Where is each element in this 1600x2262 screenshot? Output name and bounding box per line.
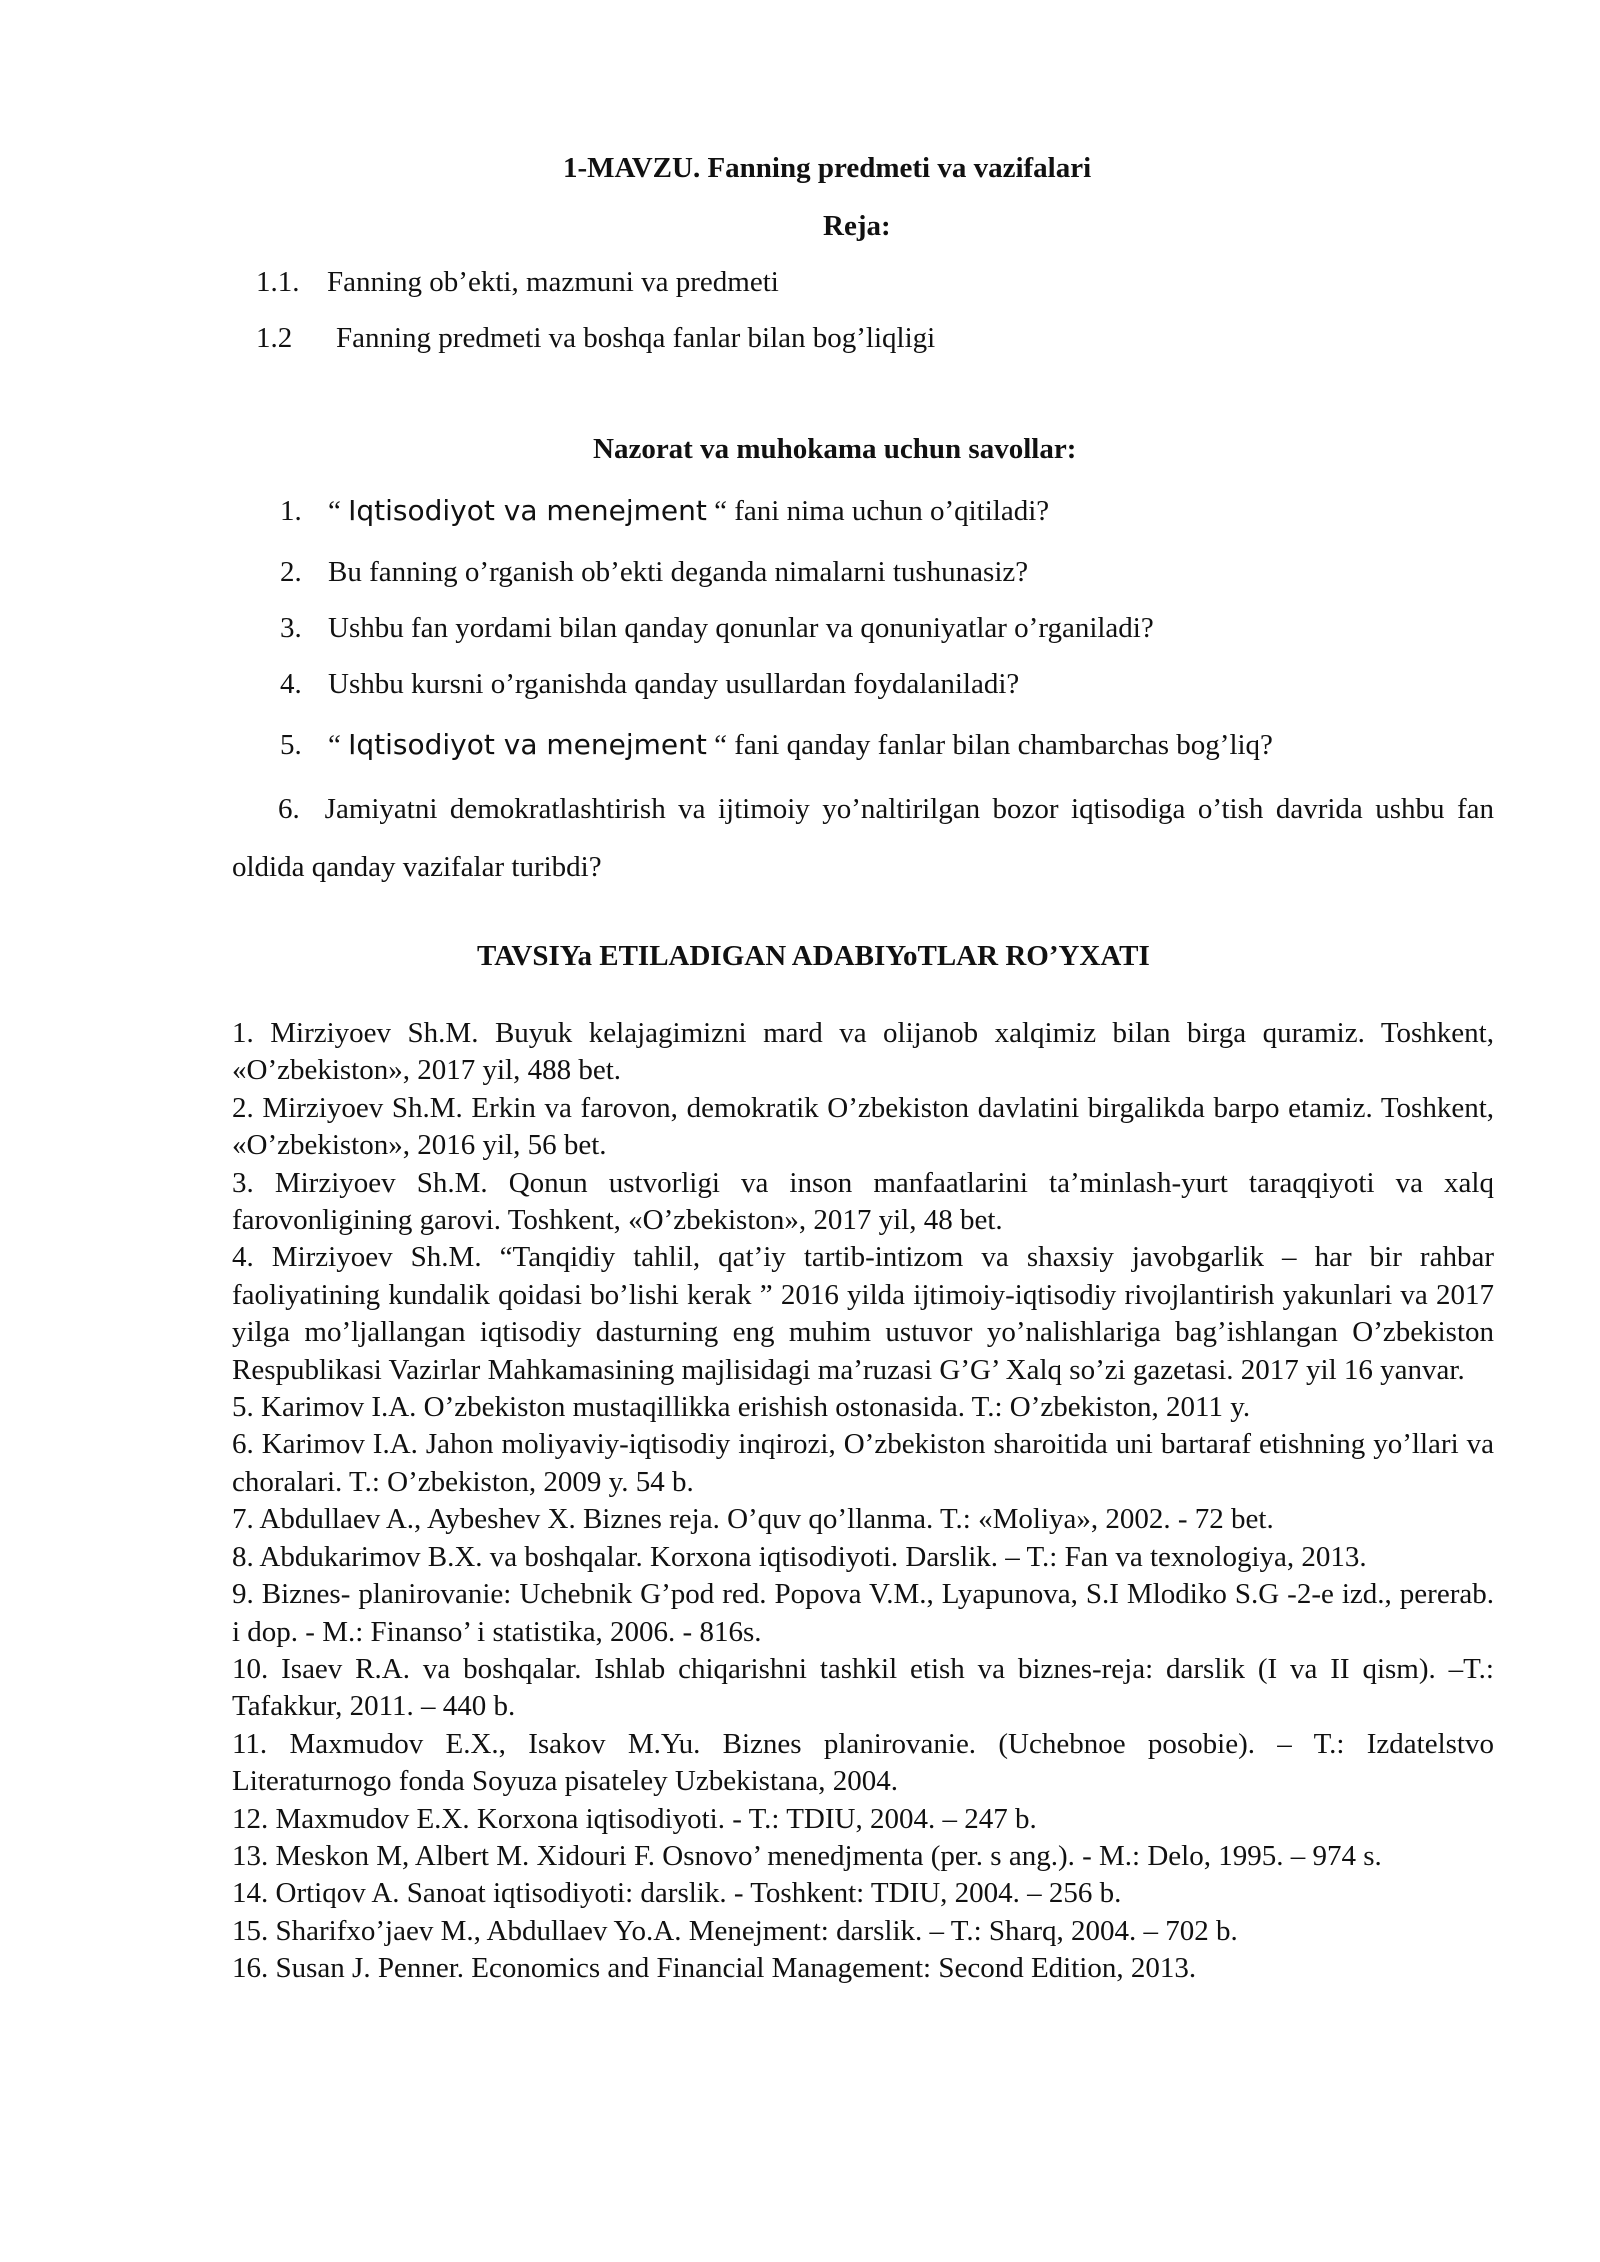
reference-item: 14. Ortiqov A. Sanoat iqtisodiyoti: darslik. - Toshkent: TDIU, 2004. – 256 b. [232, 1877, 1122, 1910]
reference-item: 8. Abdukarimov B.X. va boshqalar. Korxona iqtisodiyoti. Darslik. – T.: Fan va texnologiya, 2013. [232, 1540, 1367, 1573]
question-number: 5. [280, 729, 302, 761]
reference-item: 1. Mirziyoev Sh.M. Buyuk kelajagimizni mard va olijanob xalqimiz bilan birga quramiz. Toshkent, «O’zbekiston», 2017 yil, 488 bet. [232, 1017, 1494, 1087]
plan-item-number: 1.2 [256, 322, 293, 354]
question-number: 3. [280, 612, 302, 644]
questions-heading: Nazorat va muhokama uchun savollar: [593, 433, 1077, 465]
plan-item [256, 322, 935, 355]
question-text: Jamiyatni demokratlashtirish va ijtimoiy yo’naltirilgan bozor iqtisodiga o’tish davrida ushbu fan oldida qanday vazifalar turibdi? [232, 793, 1495, 883]
question-text: Ushbu fan yordami bilan qanday qonunlar va qonuniyatlar o’rganiladi? [328, 612, 1154, 644]
plan-item-text: Fanning ob’ekti, mazmuni va predmeti [327, 266, 779, 298]
plan-item [256, 266, 779, 299]
question-quote-open: “ [328, 729, 349, 761]
question-text: “ fani nima uchun o’qitiladi? [706, 495, 1050, 527]
plan-item-number: 1.1. [256, 266, 300, 298]
question-quote-open: “ [328, 495, 349, 527]
reference-item: 10. Isaev R.A. va boshqalar. Ishlab chiqarishni tashkil etish va biznes-reja: darslik (I va II qism). –T.: Tafakkur, 2011. – 440 b. [232, 1652, 1494, 1723]
course-name: Iqtisodiyot va menejment [348, 494, 707, 527]
reference-item: 6. Karimov I.A. Jahon moliyaviy-iqtisodiy inqirozi, O’zbekiston sharoitida uni bartaraf etishning yo’llari va choralari. T.: O’zbekiston, 2009 y. 54 b. [232, 1428, 1494, 1498]
reference-item: 13. Meskon M, Albert M. Xidouri F. Osnovo’ menedjmenta (per. s ang.). - M.: Delo, 1995. – 974 s. [232, 1839, 1382, 1872]
question-item [232, 780, 1494, 896]
question-number: 2. [280, 556, 302, 588]
reference-item: 4. Mirziyoev Sh.M. “Tanqidiy tahlil, qat’iy tartib-intizom va shaxsiy javobgarlik – har bir rahbar faoliyatining kundalik qoidasi bo’lishi kerak ” 2016 yilda ijtimoiy-iqtisodiy rivojlantirish yakunlari va 2017 yilga mo’ljallangan iqtisodiy dasturning eng muhim ustuvor yo’nalishlariga bag’ishlangan O’zbekiston Respublikasi Vazirlar Mahkamasining majlisidagi ma’ruzasi G’G’ Xalq so’zi gazetasi. 2017 yil 16 yanvar. [232, 1241, 1494, 1386]
question-text: “ fani qanday fanlar bilan chambarchas bog’liq? [706, 729, 1273, 761]
question-item [280, 668, 1019, 701]
literature-heading: TAVSIYa ETILADIGAN ADABIYoTLAR RO’YXATI [477, 940, 1150, 972]
plan-heading: Reja: [823, 210, 891, 242]
reference-item: 15. Sharifxo’jaev M., Abdullaev Yo.A. Menejment: darslik. – T.: Sharq, 2004. – 702 b. [232, 1914, 1238, 1947]
reference-item: 2. Mirziyoev Sh.M. Erkin va farovon, demokratik O’zbekiston davlatini birgalikda barpo etamiz. Toshkent, «O’zbekiston», 2016 yil, 56 bet. [232, 1091, 1494, 1162]
reference-item: 3. Mirziyoev Sh.M. Qonun ustvorligi va inson manfaatlarini ta’minlash-yurt taraqqiyoti va xalq farovonligining garovi. Toshkent, «O’zbekiston», 2017 yil, 48 bet. [232, 1166, 1494, 1237]
course-name: Iqtisodiyot va menejment [348, 728, 707, 761]
question-text: Bu fanning o’rganish ob’ekti deganda nimalarni tushunasiz? [328, 556, 1029, 588]
question-number: 4. [280, 668, 302, 700]
reference-item: 5. Karimov I.A. O’zbekiston mustaqillikka erishish ostonasida. T.: O’zbekiston, 2011 y. [232, 1391, 1251, 1424]
reference-item: 7. Abdullaev A., Aybeshev X. Biznes reja. O’quv qo’llanma. T.: «Moliya», 2002. - 72 bet. [232, 1503, 1274, 1536]
question-number: 6. [278, 793, 300, 825]
reference-list [232, 1015, 1494, 1988]
page-title: 1-MAVZU. Fanning predmeti va vazifalari [563, 152, 1092, 184]
reference-item: 11. Maxmudov E.X., Isakov M.Yu. Biznes planirovanie. (Uchebnoe posobie). – T.: Izdatelstvo Literaturnogo fonda Soyuza pisateley Uzbekistana, 2004. [232, 1727, 1494, 1798]
question-item [280, 494, 1049, 528]
reference-item: 16. Susan J. Penner. Economics and Financial Management: Second Edition, 2013. [232, 1952, 1197, 1985]
question-text: Ushbu kursni o’rganishda qanday usullardan foydalaniladi? [328, 668, 1020, 700]
plan-item-text: Fanning predmeti va boshqa fanlar bilan bog’liqligi [336, 322, 936, 354]
reference-item: 12. Maxmudov E.X. Korxona iqtisodiyoti. - T.: TDIU, 2004. – 247 b. [232, 1802, 1037, 1835]
question-item [280, 556, 1028, 589]
question-number: 1. [280, 495, 302, 527]
reference-item: 9. Biznes- planirovanie: Uchebnik G’pod red. Popova V.M., Lyapunova, S.I Mlodiko S.G -2-e izd., pererab. i dop. - M.: Finanso’ i statistika, 2006. - 816s. [232, 1578, 1494, 1648]
question-item [280, 728, 1273, 762]
question-item [280, 612, 1154, 645]
